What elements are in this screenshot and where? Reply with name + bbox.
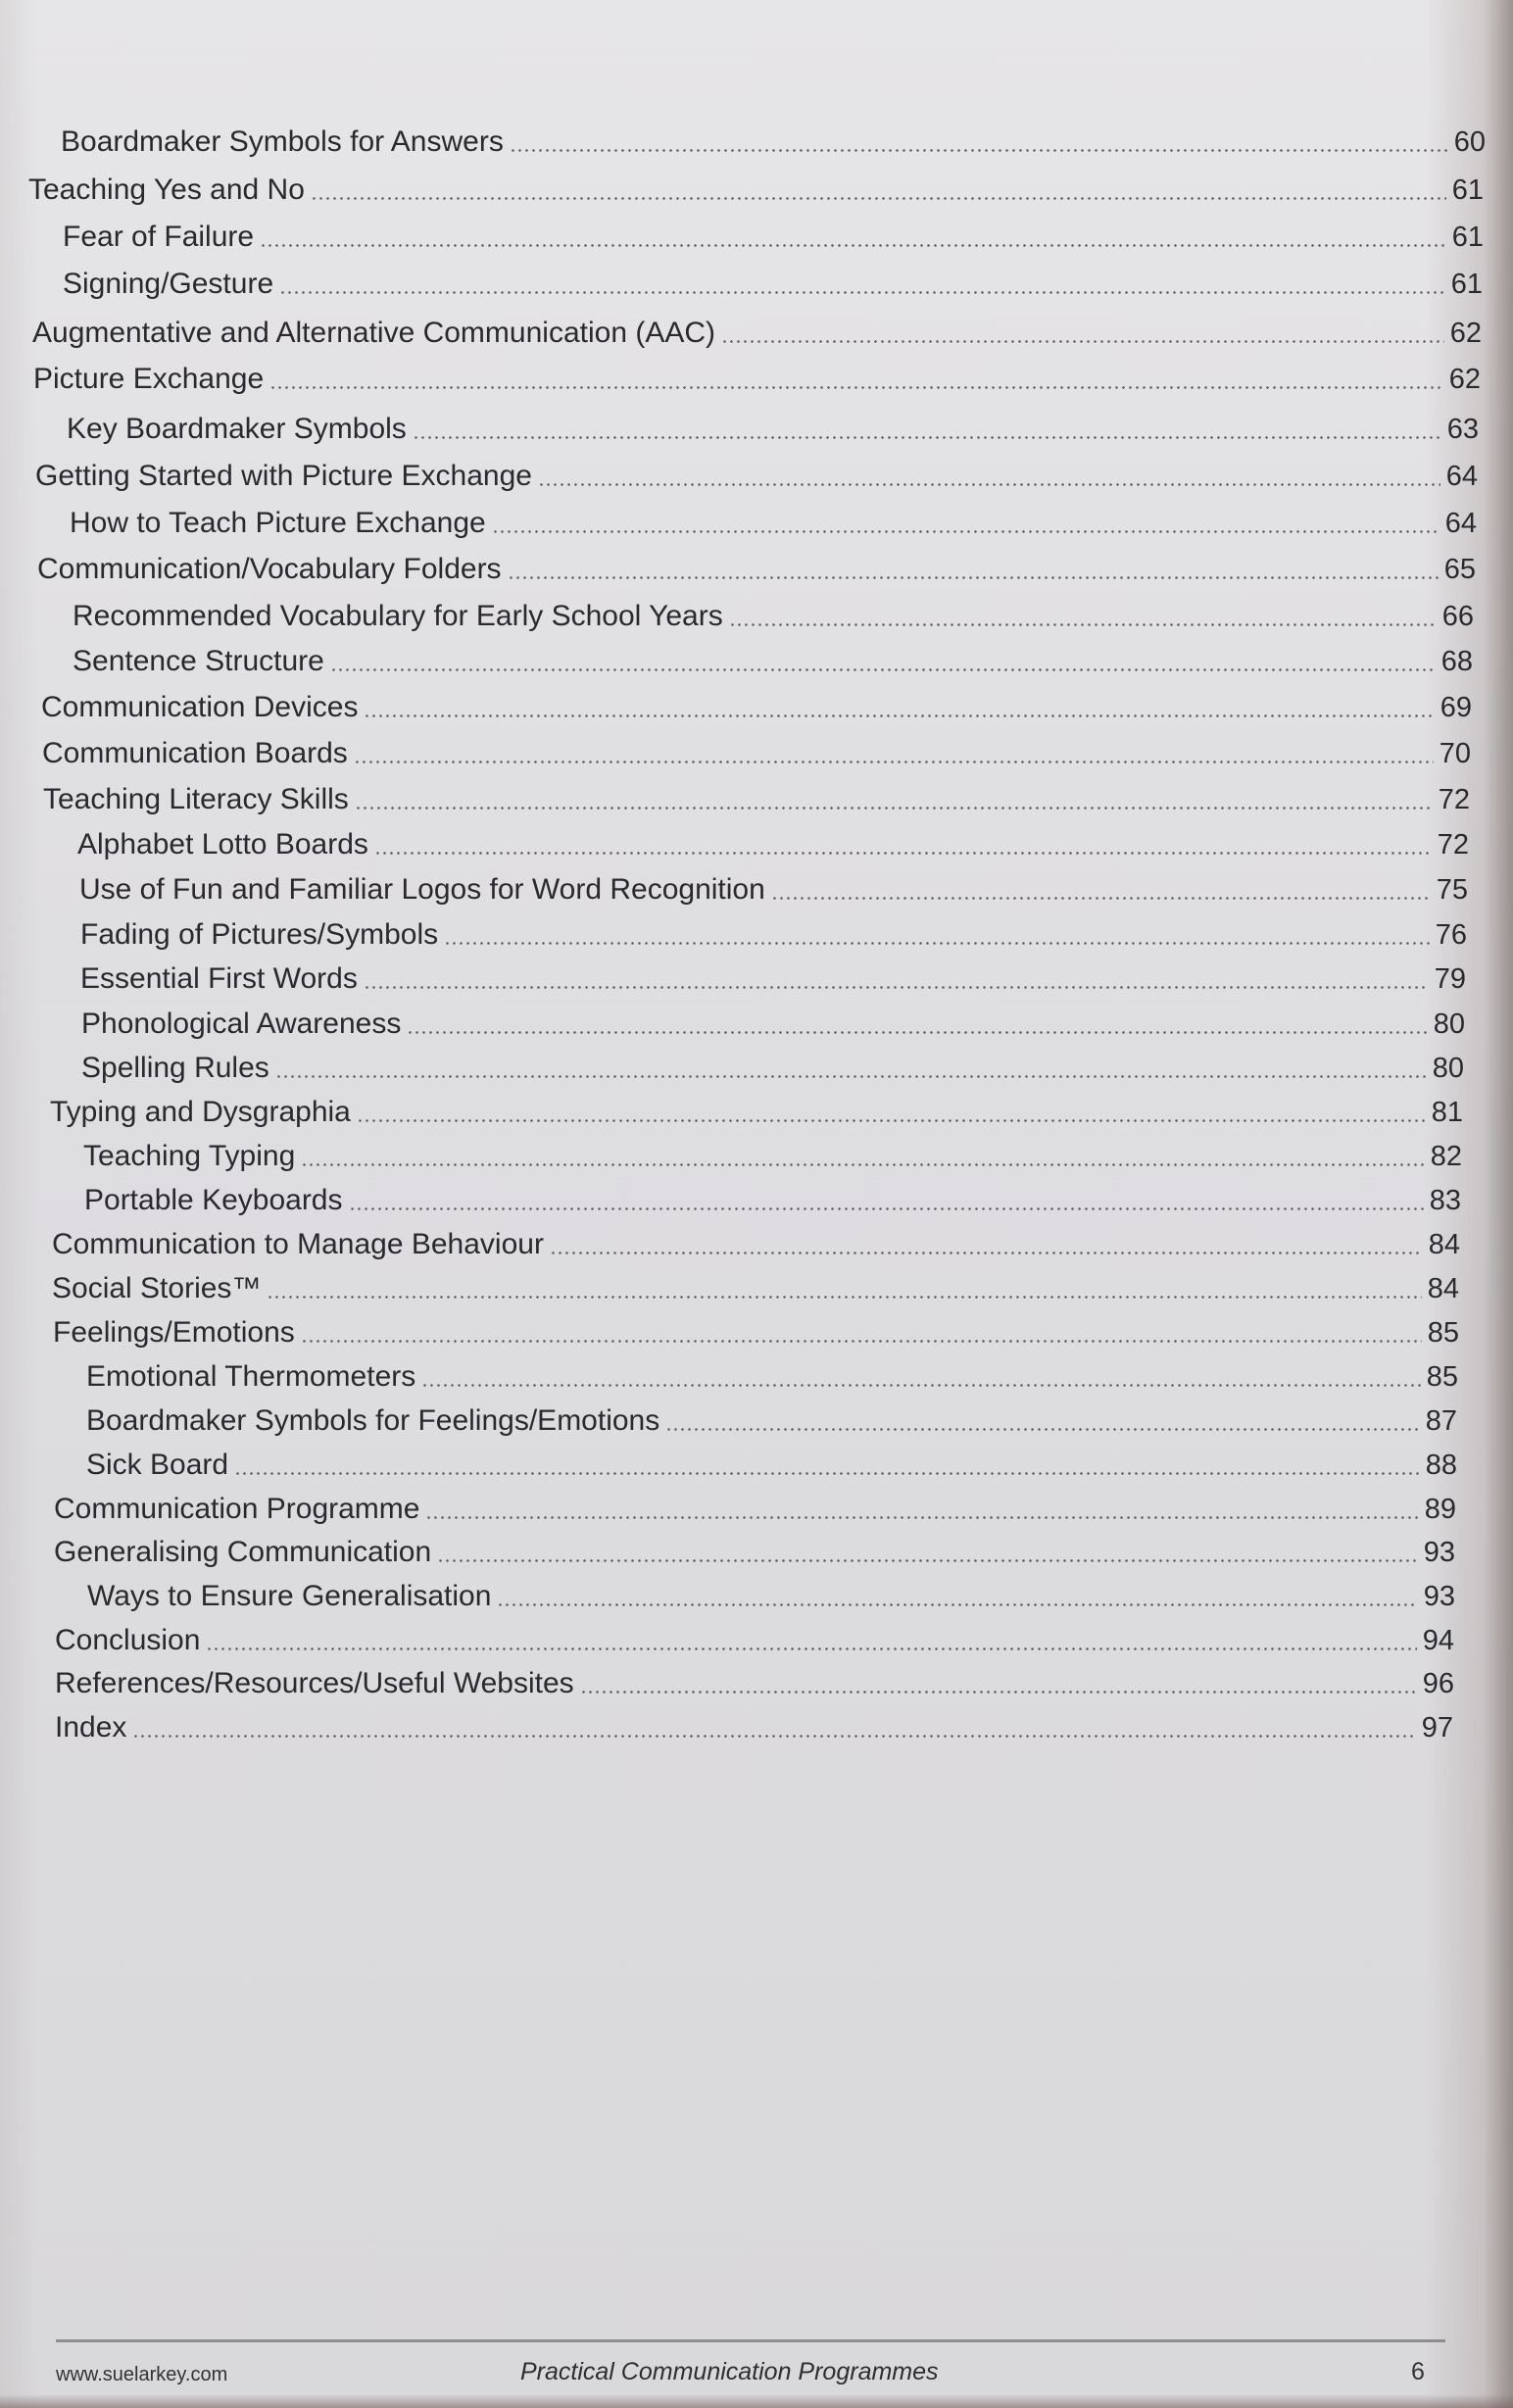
toc-entry-page: 76 — [1435, 919, 1467, 951]
toc-entry[interactable] — [84, 1183, 1461, 1218]
toc-entry[interactable] — [86, 1359, 1458, 1395]
toc-entry-page: 93 — [1423, 1581, 1455, 1612]
toc-entry-title: Picture Exchange — [33, 363, 265, 395]
toc-entry-page: 89 — [1424, 1494, 1456, 1525]
toc-entry-page: 65 — [1443, 554, 1476, 585]
footer-book-title: Practical Communication Programmes — [520, 2358, 939, 2385]
toc-entry[interactable] — [70, 506, 1477, 541]
toc-entry-title: Ways to Ensure Generalisation — [87, 1580, 492, 1612]
dot-leader — [665, 1428, 1420, 1431]
toc-entry[interactable] — [33, 362, 1481, 397]
toc-entry[interactable] — [55, 1710, 1453, 1745]
toc-entry-title: Essential First Words — [80, 962, 358, 995]
toc-entry-title: Teaching Literacy Skills — [43, 783, 349, 815]
toc-entry-page: 69 — [1440, 692, 1472, 723]
toc-entry-title: Teaching Yes and No — [28, 173, 305, 206]
dot-leader — [355, 807, 1433, 810]
toc-entry[interactable] — [67, 412, 1479, 447]
toc-entry[interactable] — [52, 1227, 1460, 1262]
dot-leader — [311, 197, 1446, 200]
toc-entry-title: Phonological Awareness — [81, 1007, 402, 1040]
toc-entry[interactable] — [81, 1051, 1464, 1086]
toc-entry[interactable] — [61, 124, 1486, 160]
toc-entry-page: 80 — [1433, 1008, 1465, 1040]
toc-entry-title: Conclusion — [55, 1624, 201, 1656]
toc-entry-title: References/Resources/Useful Websites — [55, 1667, 574, 1699]
toc-entry[interactable] — [73, 644, 1473, 679]
toc-entry[interactable] — [52, 1271, 1459, 1306]
toc-entry[interactable] — [53, 1315, 1459, 1351]
toc-entry-title: Portable Keyboards — [84, 1184, 343, 1216]
toc-entry-title: Communication Devices — [41, 691, 359, 723]
dot-leader — [234, 1472, 1420, 1475]
dot-leader — [510, 149, 1448, 152]
toc-entry-title: How to Teach Picture Exchange — [70, 507, 486, 539]
footer-page-number: 6 — [1411, 2358, 1425, 2385]
toc-entry-title: Key Boardmaker Symbols — [67, 413, 407, 445]
dot-leader — [771, 897, 1431, 900]
toc-entry-page: 62 — [1448, 364, 1481, 395]
toc-entry-page: 72 — [1438, 784, 1470, 815]
toc-entry-title: Typing and Dysgraphia — [50, 1096, 351, 1128]
toc-entry[interactable] — [63, 267, 1483, 302]
dot-leader — [729, 623, 1437, 626]
toc-entry-page: 66 — [1441, 601, 1474, 632]
dot-leader — [301, 1163, 1424, 1166]
dot-leader — [330, 668, 1436, 671]
toc-entry-page: 70 — [1439, 738, 1471, 769]
dot-leader — [267, 1296, 1421, 1299]
toc-entry-page: 75 — [1436, 874, 1468, 906]
toc-entry-title: Communication Boards — [42, 737, 348, 769]
toc-entry-page: 96 — [1422, 1668, 1454, 1699]
toc-entry-page: 64 — [1444, 508, 1477, 539]
dot-leader — [279, 291, 1445, 294]
toc-entry[interactable] — [80, 917, 1467, 953]
toc-entry[interactable] — [42, 736, 1471, 771]
toc-entry-title: Communication Programme — [54, 1493, 420, 1525]
dot-leader — [425, 1516, 1418, 1519]
toc-entry[interactable] — [54, 1492, 1456, 1527]
toc-entry[interactable] — [43, 782, 1470, 817]
toc-entry-page: 61 — [1451, 221, 1484, 253]
dot-leader — [538, 483, 1440, 486]
toc-entry-title: Boardmaker Symbols for Answers — [61, 125, 504, 158]
toc-entry[interactable] — [81, 1007, 1465, 1042]
toc-entry-page: 64 — [1445, 461, 1478, 492]
toc-entry-title: Social Stories™ — [52, 1272, 262, 1304]
toc-entry-title: Getting Started with Picture Exchange — [35, 460, 532, 492]
toc-entry-page: 83 — [1429, 1185, 1461, 1216]
toc-entry[interactable] — [73, 599, 1474, 634]
toc-entry-title: Communication to Manage Behaviour — [52, 1228, 544, 1260]
toc-entry[interactable] — [79, 872, 1468, 908]
toc-entry[interactable] — [83, 1139, 1462, 1174]
toc-entry-title: Boardmaker Symbols for Feelings/Emotions — [86, 1404, 660, 1437]
toc-entry[interactable] — [55, 1623, 1454, 1658]
dot-leader — [374, 852, 1432, 855]
dot-leader — [492, 530, 1440, 533]
dot-leader — [444, 942, 1430, 945]
toc-entry-title: Signing/Gesture — [63, 268, 274, 300]
dot-leader — [269, 386, 1443, 389]
toc-entry-title: Generalising Communication — [54, 1536, 432, 1568]
toc-entry[interactable] — [86, 1403, 1457, 1439]
dot-leader — [132, 1735, 1415, 1738]
dot-leader — [580, 1691, 1417, 1694]
toc-entry-title: Alphabet Lotto Boards — [77, 828, 368, 860]
dot-leader — [407, 1031, 1427, 1034]
toc-entry-title: Use of Fun and Familiar Logos for Word Recognition — [79, 873, 765, 906]
toc-entry-title: Feelings/Emotions — [53, 1316, 295, 1349]
toc-entry-title: Emotional Thermometers — [86, 1360, 416, 1393]
toc-entry-title: Index — [55, 1711, 127, 1744]
dot-leader — [721, 340, 1444, 343]
toc-entry-title: Fear of Failure — [63, 221, 255, 253]
toc-entry-page: 80 — [1432, 1053, 1464, 1084]
toc-entry[interactable] — [55, 1666, 1454, 1701]
toc-entry-title: Communication/Vocabulary Folders — [37, 553, 502, 585]
toc-entry-page: 72 — [1437, 829, 1469, 860]
toc-entry[interactable] — [54, 1535, 1455, 1570]
toc-entry-page: 94 — [1422, 1625, 1454, 1656]
toc-entry-page: 87 — [1425, 1405, 1457, 1437]
toc-entry-page: 85 — [1427, 1317, 1459, 1349]
toc-entry[interactable] — [41, 690, 1472, 725]
toc-entry[interactable] — [32, 316, 1482, 351]
toc-entry-title: Teaching Typing — [83, 1140, 296, 1172]
toc-entry-page: 84 — [1428, 1229, 1460, 1260]
dot-leader — [206, 1647, 1416, 1650]
toc-entry-title: Fading of Pictures/Symbols — [80, 918, 439, 951]
toc-entry[interactable] — [86, 1448, 1457, 1483]
dot-leader — [357, 1119, 1426, 1122]
toc-entry-page: 81 — [1431, 1097, 1463, 1128]
dot-leader — [354, 761, 1434, 763]
toc-entry-page: 93 — [1423, 1537, 1455, 1568]
toc-entry[interactable] — [87, 1579, 1455, 1614]
toc-entry-title: Recommended Vocabulary for Early School Years — [73, 600, 723, 632]
footer-website-link[interactable]: www.suelarkey.com — [56, 2364, 228, 2385]
dot-leader — [437, 1559, 1418, 1562]
dot-leader — [301, 1340, 1422, 1343]
toc-entry-page: 61 — [1451, 174, 1484, 206]
dot-leader — [349, 1207, 1424, 1210]
toc-entry-page: 79 — [1434, 963, 1466, 995]
toc-entry[interactable] — [50, 1095, 1463, 1130]
toc-entry[interactable] — [28, 172, 1484, 208]
toc-entry-page: 82 — [1430, 1141, 1462, 1172]
toc-entry-title: Spelling Rules — [81, 1052, 269, 1084]
dot-leader — [508, 576, 1439, 579]
toc-entry-page: 85 — [1426, 1361, 1458, 1393]
toc-entry-page: 62 — [1449, 318, 1482, 349]
toc-entry-page: 68 — [1440, 646, 1473, 677]
toc-entry-page: 60 — [1453, 126, 1486, 158]
toc-entry[interactable] — [63, 220, 1484, 255]
dot-leader — [364, 714, 1434, 717]
toc-entry-page: 97 — [1421, 1712, 1453, 1744]
toc-entry-page: 63 — [1446, 414, 1479, 445]
dot-leader — [421, 1384, 1420, 1387]
dot-leader — [260, 244, 1446, 247]
page-edge-shadow — [0, 2394, 1513, 2408]
toc-entry-page: 84 — [1427, 1273, 1459, 1304]
dot-leader — [275, 1075, 1427, 1078]
toc-entry[interactable] — [37, 552, 1476, 587]
toc-entry-page: 88 — [1425, 1450, 1457, 1481]
toc-entry[interactable] — [77, 827, 1469, 862]
toc-entry-title: Sentence Structure — [73, 645, 324, 677]
dot-leader — [550, 1252, 1423, 1254]
toc-entry-title: Sick Board — [86, 1449, 229, 1481]
toc-entry-title: Augmentative and Alternative Communication (AAC) — [32, 317, 716, 349]
dot-leader — [413, 436, 1441, 439]
toc-entry[interactable] — [35, 459, 1478, 494]
toc-entry[interactable] — [80, 961, 1466, 997]
dot-leader — [364, 986, 1429, 989]
dot-leader — [497, 1603, 1417, 1606]
toc-entry-page: 61 — [1450, 269, 1483, 300]
footer-divider — [56, 2339, 1445, 2342]
